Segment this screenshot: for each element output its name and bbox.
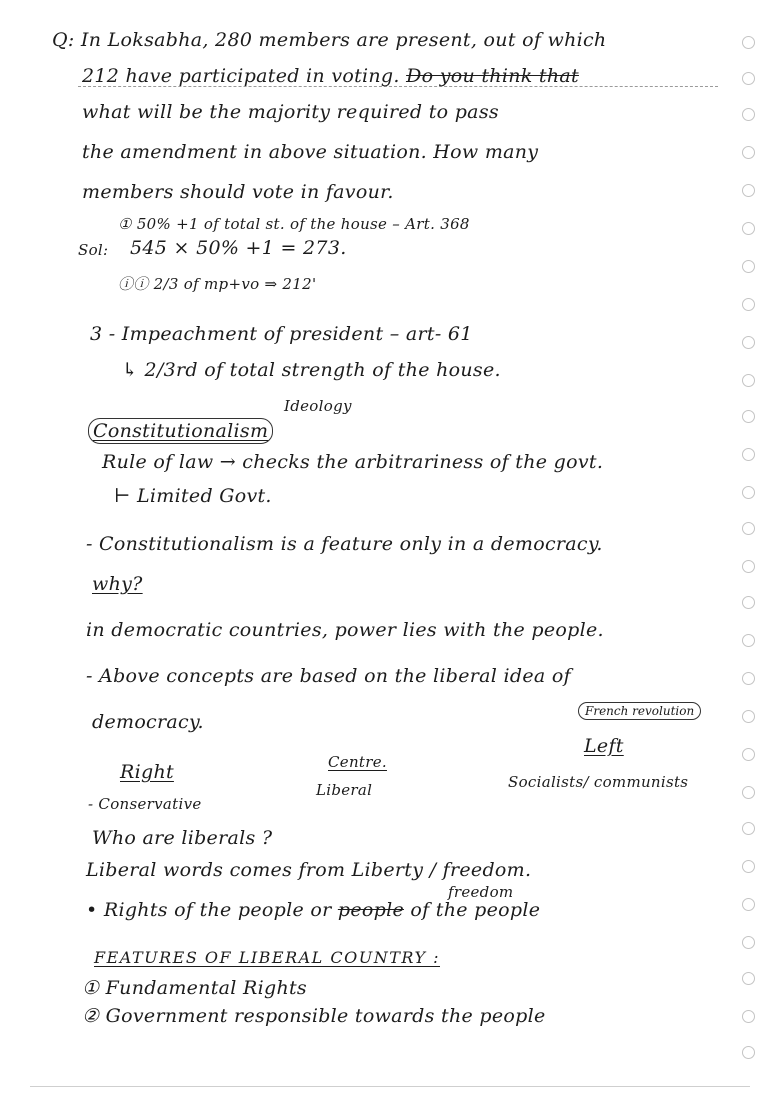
constitutionalism-heading	[88, 418, 273, 444]
who-are-liberals: Who are liberals ?	[92, 827, 273, 849]
binder-hole	[742, 936, 755, 949]
binder-hole	[742, 860, 755, 873]
question-line-3: what will be the majority required to pass	[82, 101, 499, 123]
binder-hole	[742, 1010, 755, 1023]
binder-hole	[742, 448, 755, 461]
right-label: Right	[120, 761, 174, 783]
above-line-2: democracy.	[92, 711, 204, 733]
binder-hole	[742, 596, 755, 609]
socialists-label: Socialists/ communists	[508, 773, 689, 791]
binder-hole	[742, 634, 755, 647]
binder-hole	[742, 72, 755, 85]
binder-hole	[742, 260, 755, 273]
binder-hole	[742, 748, 755, 761]
question-line-2-text: 212 have participated in voting.	[82, 65, 400, 87]
constitutionalism-term: Constitutionalism	[88, 418, 273, 444]
conservative-label: - Conservative	[88, 795, 202, 813]
solution-line-1: ① 50% +1 of total st. of the house – Art. 368	[118, 215, 470, 233]
question-line-4: the amendment in above situation. How many	[82, 141, 539, 163]
binder-hole	[742, 972, 755, 985]
french-revolution-box: French revolution	[578, 702, 701, 720]
why-line: why?	[92, 573, 143, 595]
binder-hole	[742, 184, 755, 197]
freedom-insertion: freedom	[448, 883, 514, 901]
rights-text-start: • Rights of the people or	[86, 899, 332, 921]
question-line-5: members should vote in favour.	[82, 181, 394, 203]
left-label: Left	[584, 735, 624, 757]
rights-line	[86, 898, 540, 922]
binder-hole	[742, 36, 755, 49]
feature-line: - Constitutionalism is a feature only in a democracy.	[86, 533, 603, 555]
solution-label: Sol:	[78, 241, 109, 259]
feature-item-2: ② Government responsible towards the people	[82, 1005, 546, 1027]
binder-hole	[742, 522, 755, 535]
question-line-1: Q: In Loksabha, 280 members are present, out of which	[52, 29, 607, 51]
solution-line-2: 545 × 50% +1 = 273.	[130, 237, 347, 259]
solution-line-3: ⓘⓘ 2/3 of mp+vo ⇒ 212'	[118, 275, 317, 293]
binder-hole	[742, 336, 755, 349]
liberal-words-line: Liberal words comes from Liberty / freedom.	[86, 859, 532, 881]
feature-item-1: ① Fundamental Rights	[82, 977, 307, 999]
binder-hole	[742, 486, 755, 499]
binder-hole	[742, 410, 755, 423]
liberal-label: Liberal	[316, 781, 373, 799]
features-heading: FEATURES OF LIBERAL COUNTRY :	[94, 948, 440, 967]
binder-hole	[742, 822, 755, 835]
above-line-1: - Above concepts are based on the liberal idea of	[86, 665, 571, 687]
binder-hole	[742, 672, 755, 685]
impeachment-line-1: 3 - Impeachment of president – art- 61	[90, 323, 473, 345]
rights-struck-word: people	[337, 899, 404, 921]
limited-govt-line: ⊢ Limited Govt.	[114, 485, 272, 507]
struck-text: Do you think that	[406, 65, 579, 87]
binder-hole	[742, 560, 755, 573]
rights-text-end: of the people	[410, 899, 541, 921]
binder-hole	[742, 374, 755, 387]
rule-of-law-line: Rule of law → checks the arbitrariness of the govt.	[102, 451, 604, 473]
binder-hole	[742, 146, 755, 159]
binder-hole	[742, 710, 755, 723]
impeachment-line-2: ↳ 2/3rd of total strength of the house.	[122, 359, 501, 381]
binder-hole	[742, 1046, 755, 1059]
question-line-2	[82, 64, 579, 88]
binder-hole	[742, 898, 755, 911]
page-bottom-edge	[30, 1086, 750, 1087]
democratic-line: in democratic countries, power lies with the people.	[86, 619, 604, 641]
binder-hole	[742, 786, 755, 799]
ideology-label: Ideology	[284, 397, 352, 415]
centre-label: Centre.	[328, 753, 387, 771]
binder-hole	[742, 108, 755, 121]
binder-hole	[742, 298, 755, 311]
binder-hole	[742, 222, 755, 235]
